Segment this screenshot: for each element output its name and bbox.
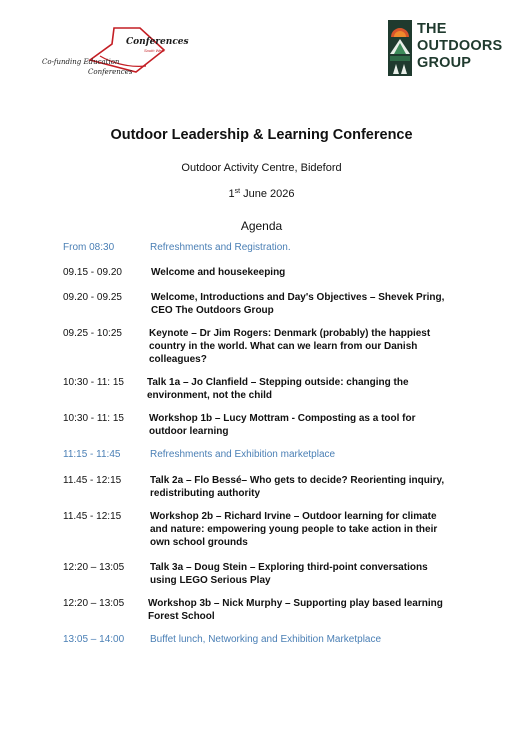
agenda-description: Workshop 2b – Richard Irvine – Outdoor learning for climate and nature: empowering young people to take action in their own school grounds: [150, 511, 438, 548]
agenda-description: Workshop 3b – Nick Murphy – Supporting play based learning Forest School: [148, 598, 443, 622]
logo-region: South West: [144, 48, 165, 53]
agenda-description: Refreshments and Exhibition marketplace: [150, 449, 336, 460]
agenda-description: Talk 3a – Doug Stein – Exploring third-point conversations using LEGO Serious Play: [150, 562, 428, 586]
date-day: 1: [228, 188, 235, 200]
agenda-time: 09.15 - 09.20: [63, 267, 122, 278]
agenda-time: 09.25 - 10:25: [63, 328, 122, 339]
agenda-time: 09.20 - 09.25: [63, 292, 122, 303]
agenda-time: 12:20 – 13:05: [63, 562, 125, 573]
agenda-time: 13:05 – 14:00: [63, 634, 125, 645]
agenda-description: Talk 2a – Flo Bessé– Who gets to decide? Reorienting inquiry, redistributing authority: [150, 475, 445, 499]
wordmark-line-1: THE: [417, 21, 447, 37]
agenda-description: Keynote – Dr Jim Rogers: Denmark (probably) the happiest country in the world. What can we learn from our Danish colleagues?: [149, 328, 431, 365]
logo-tagline-2: Conferences: [88, 68, 133, 76]
agenda-time: 10:30 - 11: 15: [63, 377, 124, 388]
agenda-description: Welcome and housekeeping: [151, 267, 286, 278]
agenda-time: 10:30 - 11: 15: [63, 413, 124, 424]
outdoors-mountain-icon: [388, 20, 412, 76]
agenda-description: Workshop 1b – Lucy Mottram - Composting as a tool for outdoor learning: [149, 413, 416, 437]
agenda-description: Welcome, Introductions and Day's Objectives – Shevek Pring, CEO The Outdoors Group: [151, 292, 445, 316]
logo-word: Conferences: [126, 37, 189, 47]
event-date: [0, 188, 523, 200]
venue: Outdoor Activity Centre, Bideford: [181, 162, 342, 174]
agenda-time: 12:20 – 13:05: [63, 598, 125, 609]
date-rest: June 2026: [240, 188, 295, 200]
agenda-description: Buffet lunch, Networking and Exhibition Marketplace: [150, 634, 382, 645]
wordmark-line-2: OUTDOORS: [417, 38, 503, 54]
agenda-time: 11.45 - 12:15: [63, 475, 122, 486]
agenda-time: From 08:30: [63, 242, 115, 253]
outdoors-wordmark: [417, 21, 502, 72]
conferences-south-west-logo: [28, 26, 189, 96]
agenda-description: Talk 1a – Jo Clanfield – Stepping outside: changing the environment, not the child: [147, 377, 409, 401]
the-outdoors-group-logo: [388, 20, 503, 76]
wordmark-line-3: GROUP: [417, 55, 472, 71]
logo-tagline-1: Co-funding Education: [42, 58, 120, 66]
agenda-time: 11:15 - 11:45: [63, 449, 121, 460]
agenda-description: Refreshments and Registration.: [150, 242, 291, 253]
agenda-time: 11.45 - 12:15: [63, 511, 122, 522]
date-suffix: st: [234, 188, 241, 195]
conference-title: Outdoor Leadership & Learning Conference: [110, 127, 413, 143]
agenda-heading: Agenda: [240, 219, 283, 233]
